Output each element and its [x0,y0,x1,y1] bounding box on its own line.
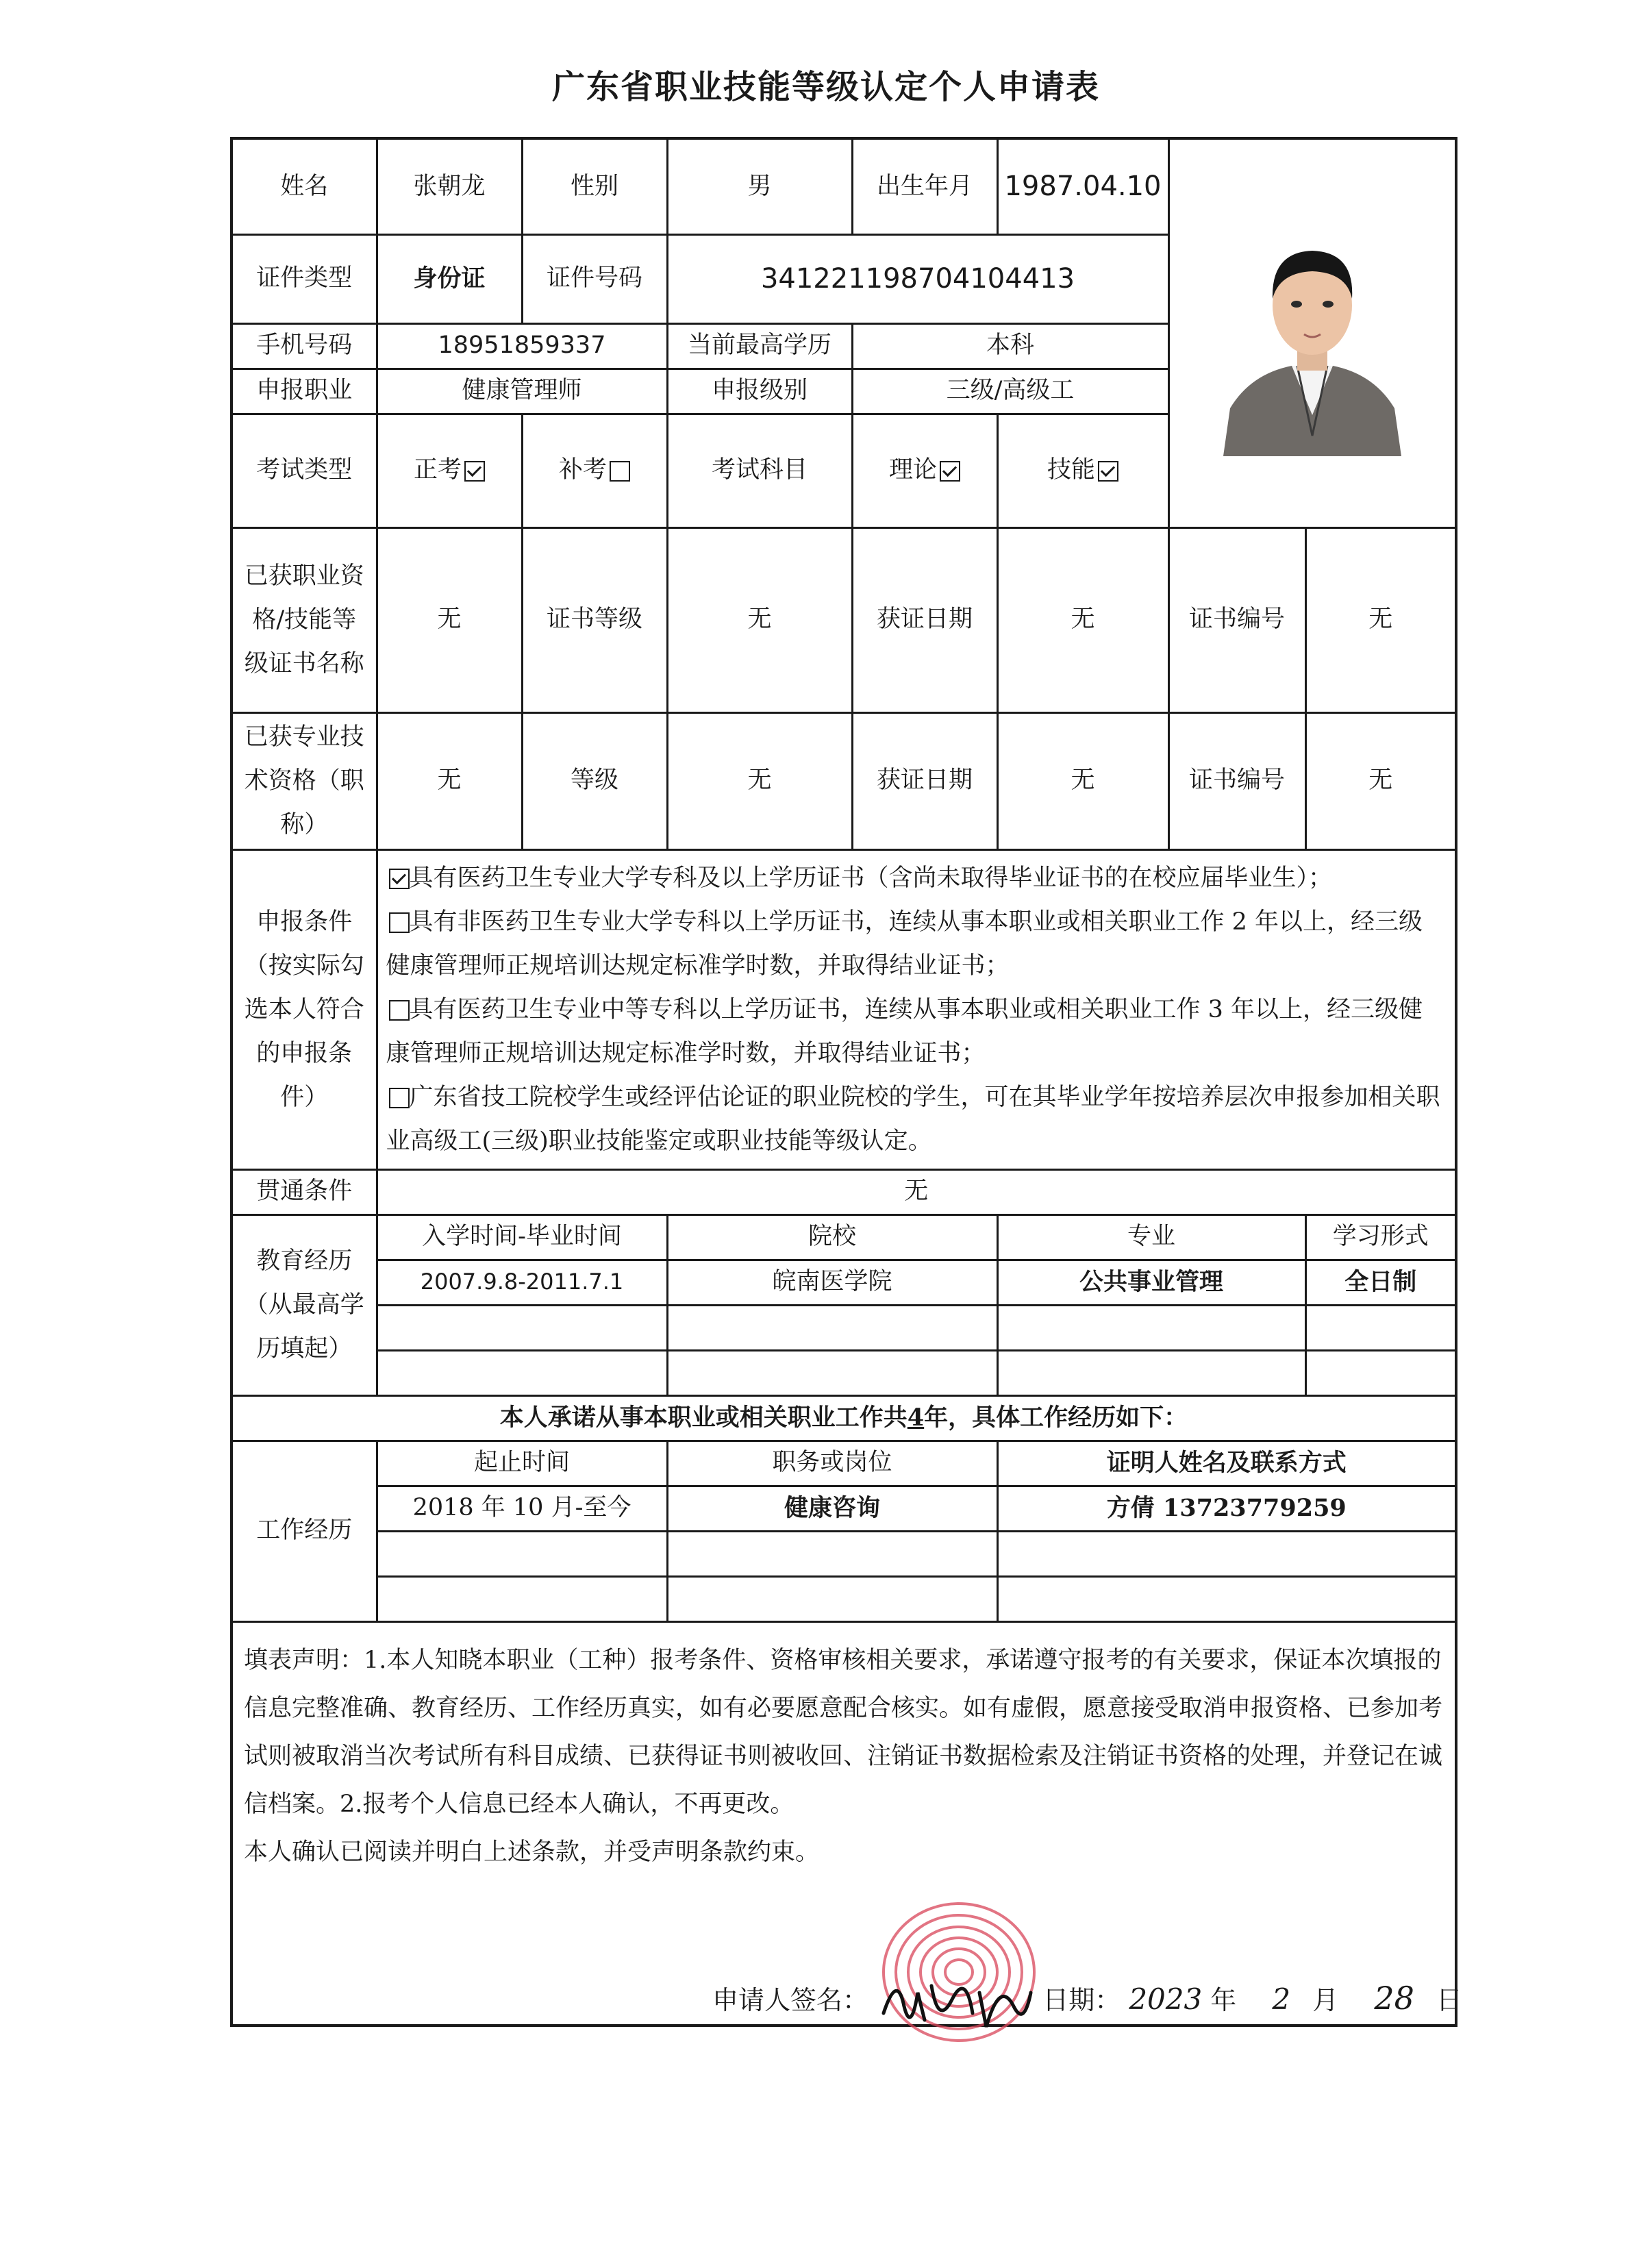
work-position [667,1531,997,1576]
work-pledge [231,1395,1456,1441]
education-header-mode: 学习形式 [1305,1214,1456,1260]
condition-checkbox [389,869,410,889]
date-day: 28 [1374,1980,1414,2017]
work-period [377,1576,667,1621]
condition-checkbox [389,1000,410,1021]
pledge-prefix: 本人承诺从事本职业或相关职业工作共 [499,1404,908,1432]
name-label: 姓名 [231,138,377,234]
handwritten-signature [877,1965,1034,2041]
education-row [231,1305,1456,1350]
education-school [667,1305,997,1350]
signature-line [712,1965,1462,2041]
declaration-text: 填表声明：1.本人知晓本职业（工种）报考条件、资格审核相关要求，承诺遵守报考的有关要求，保证本次填报的信息完整准确、教育经历、工作经历真实，如有必要愿意配合核实。如有虚假，愿意接受取消申报资格、已参加考试则被取消当次考试所有科目成绩、已获得证书则被收回、注销证书数据检索及注销证书资格的处理，并登记在诚信档案。2.报考个人信息已经本人确认，不再更改。 [244,1646,1443,1818]
education-period [377,1350,667,1395]
cert-number-value: 无 [1305,527,1456,712]
date-month-unit: 月 [1312,1985,1339,2015]
condition-item [386,856,1447,900]
transfer-value: 无 [377,1169,1456,1214]
education-header-school: 院校 [667,1214,997,1260]
declaration-confirm: 本人确认已阅读并明白上述条款，并受声明条款约束。 [244,1838,820,1866]
tech-date-value: 无 [997,712,1168,849]
work-header-position: 职务或岗位 [667,1441,997,1486]
work-reference [997,1576,1456,1621]
work-position: 健康咨询 [667,1486,997,1531]
condition-text: 具有医药卫生专业大学专科及以上学历证书（含尚未取得毕业证书的在校应届毕业生）； [409,864,1333,892]
birth-label: 出生年月 [852,138,997,234]
occupation-value: 健康管理师 [377,369,667,414]
form-title: 广东省职业技能等级认定个人申请表 [551,68,1100,106]
education-period: 2007.9.8-2011.7.1 [377,1260,667,1305]
education-mode [1305,1350,1456,1395]
id-number-label: 证件号码 [522,234,667,323]
date-month: 2 [1272,1982,1291,2016]
pledge-suffix: 年，具体工作经历如下： [924,1404,1188,1432]
exam-skill-checkbox [1098,461,1118,482]
condition-item [386,1075,1447,1163]
exam-skill-option [997,414,1168,527]
work-label: 工作经历 [231,1441,377,1621]
work-row [231,1486,1456,1531]
exam-theory-label: 理论 [888,456,937,484]
work-header-reference: 证明人姓名及联系方式 [997,1441,1456,1486]
id-number-value: 341221198704104413 [667,234,1168,323]
exam-makeup-option [522,414,667,527]
work-header-period: 起止时间 [377,1441,667,1486]
signature-label: 申请人签名： [712,1985,869,2015]
work-position [667,1576,997,1621]
cert-label: 已获职业资格/技能等级证书名称 [231,527,377,712]
cert-level-value: 无 [667,527,852,712]
education-school: 皖南医学院 [667,1260,997,1305]
phone-label: 手机号码 [231,323,377,369]
education-header-major: 专业 [997,1214,1305,1260]
tech-level-label: 等级 [522,712,667,849]
date-label: 日期： [1042,1985,1121,2015]
education-mode: 全日制 [1305,1260,1456,1305]
work-row [231,1576,1456,1621]
education-header-period: 入学时间-毕业时间 [377,1214,667,1260]
birth-value: 1987.04.10 [997,138,1168,234]
tech-label: 已获专业技术资格（职称） [231,712,377,849]
tech-number-label: 证书编号 [1168,712,1305,849]
cert-number-label: 证书编号 [1168,527,1305,712]
date-year: 2023 [1129,1982,1203,2016]
education-level-label: 当前最高学历 [667,323,852,369]
date-year-unit: 年 [1210,1985,1237,2015]
condition-checkbox [389,912,410,933]
cert-date-label: 获证日期 [852,527,997,712]
education-major [997,1350,1305,1395]
tech-date-label: 获证日期 [852,712,997,849]
apply-level-value: 三级/高级工 [852,369,1168,414]
application-form-table [230,137,1462,2027]
photo-cell [1168,138,1456,527]
condition-text: 具有医药卫生专业中等专科以上学历证书，连续从事本职业或相关职业工作 3 年以上，经三级健康管理师正规培训达规定标准学时数，并取得结业证书； [386,995,1423,1067]
condition-item [386,900,1447,988]
pledge-years: 4 [907,1404,925,1432]
exam-regular-option [377,414,522,527]
work-period [377,1531,667,1576]
condition-checkbox [389,1088,410,1108]
education-school [667,1350,997,1395]
cert-name-value: 无 [377,527,522,712]
exam-regular-label: 正考 [413,456,462,484]
work-reference [997,1531,1456,1576]
exam-theory-option [852,414,997,527]
condition-item [386,988,1447,1075]
gender-label: 性别 [522,138,667,234]
tech-name-value: 无 [377,712,522,849]
education-level-value: 本科 [852,323,1168,369]
cert-date-value: 无 [997,527,1168,712]
id-type-value: 身份证 [377,234,522,323]
work-period: 2018 年 10 月-至今 [377,1486,667,1531]
education-major [997,1305,1305,1350]
work-row [231,1531,1456,1576]
exam-type-label: 考试类型 [231,414,377,527]
exam-subject-label: 考试科目 [667,414,852,527]
education-period [377,1305,667,1350]
apply-level-label: 申报级别 [667,369,852,414]
id-type-label: 证件类型 [231,234,377,323]
exam-skill-label: 技能 [1047,456,1095,484]
transfer-label: 贯通条件 [231,1169,377,1214]
work-reference: 方倩 13723779259 [997,1486,1456,1531]
applicant-photo [1170,210,1455,456]
gender-value: 男 [667,138,852,234]
declaration-cell [231,1621,1462,2026]
cert-level-label: 证书等级 [522,527,667,712]
education-row [231,1350,1456,1395]
occupation-label: 申报职业 [231,369,377,414]
conditions-label: 申报条件（按实际勾选本人符合的申报条件） [231,849,377,1169]
name-value: 张朝龙 [377,138,522,234]
date-day-unit: 日 [1436,1985,1462,2015]
exam-makeup-label: 补考 [558,456,607,484]
condition-text: 广东省技工院校学生或经评估论证的职业院校的学生，可在其毕业学年按培养层次申报参加相关职业高级工(三级)职业技能鉴定或职业技能等级认定。 [386,1083,1440,1155]
tech-level-value: 无 [667,712,852,849]
tech-number-value: 无 [1305,712,1456,849]
education-row [231,1260,1456,1305]
condition-text: 具有非医药卫生专业大学专科以上学历证书，连续从事本职业或相关职业工作 2 年以上，经三级健康管理师正规培训达规定标准学时数，并取得结业证书； [386,908,1423,980]
applicant-photo-image [1210,210,1415,456]
education-major: 公共事业管理 [997,1260,1305,1305]
conditions-list [377,849,1456,1169]
education-label: 教育经历（从最高学历填起） [231,1214,377,1395]
exam-regular-checkbox [464,461,485,482]
phone-value: 18951859337 [377,323,667,369]
exam-makeup-checkbox [610,461,630,482]
education-mode [1305,1305,1456,1350]
exam-theory-checkbox [940,461,960,482]
